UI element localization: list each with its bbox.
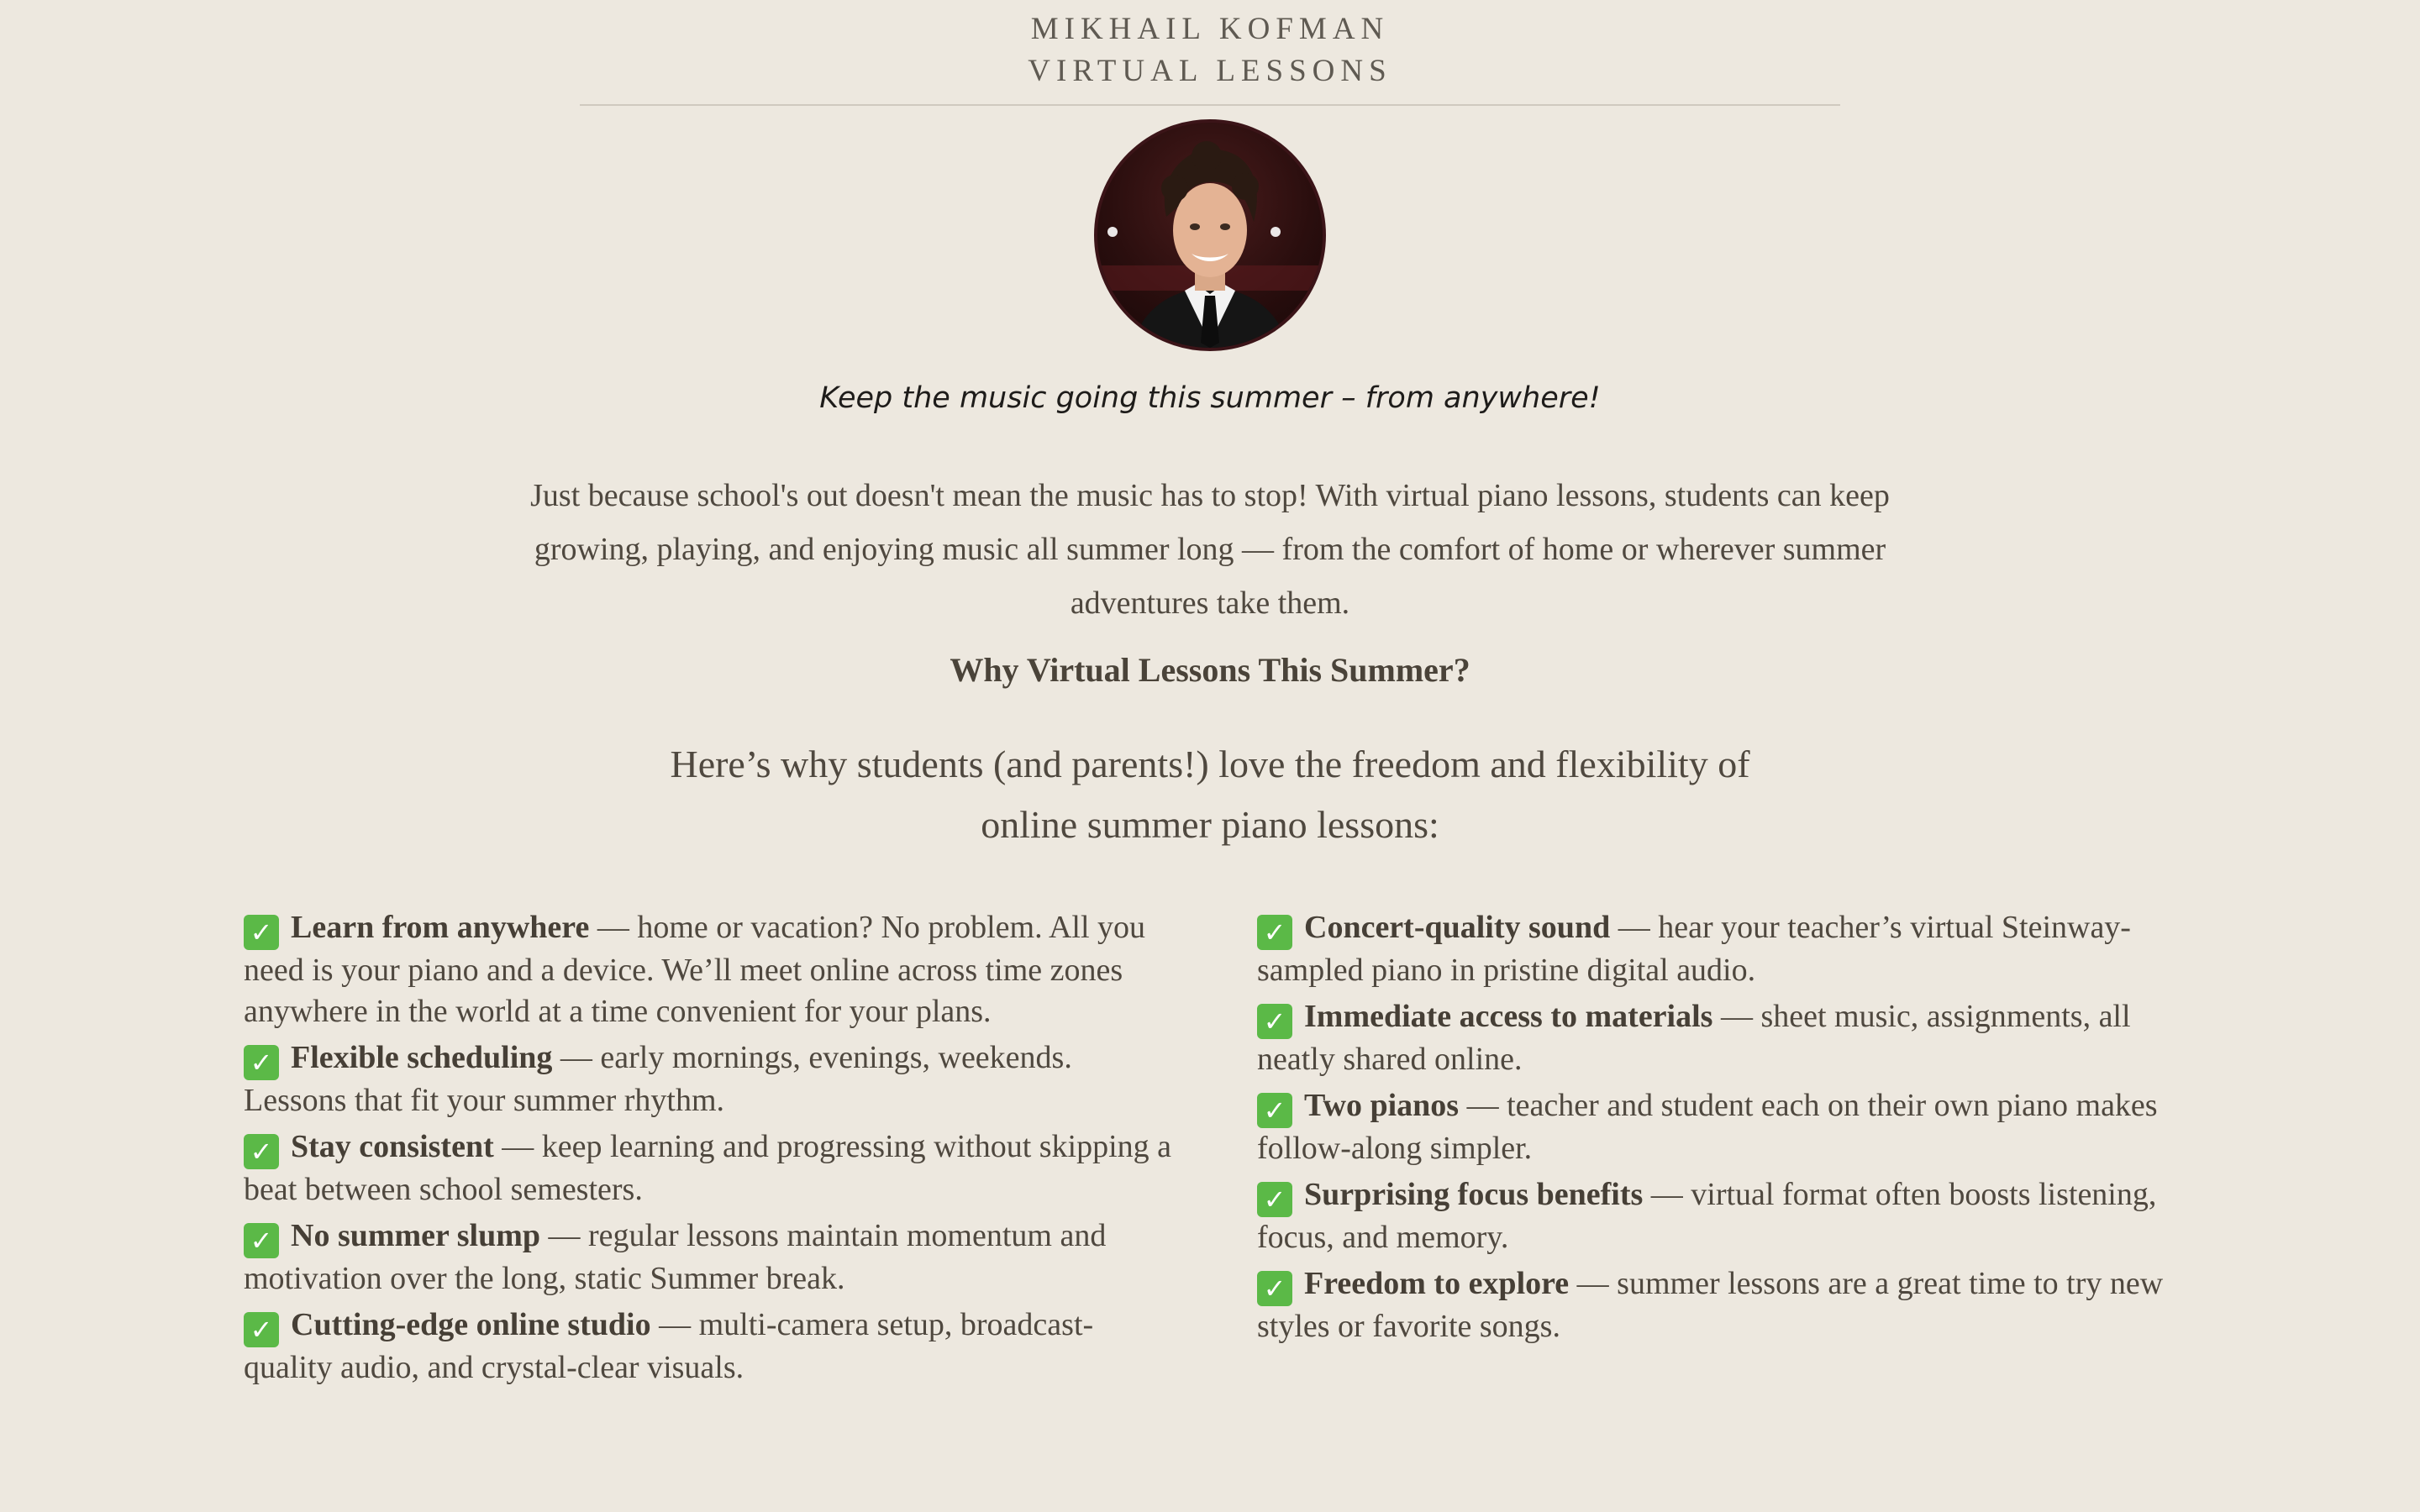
list-item (244, 1305, 1176, 1389)
check-mark-icon: ✓ (1257, 1093, 1292, 1128)
item-text: — early mornings, evenings, weekends. Lessons that fit your summer rhythm. (244, 1040, 1072, 1118)
benefits-list-right (1257, 907, 2181, 1352)
item-title: Stay consistent (291, 1129, 494, 1164)
list-item (1257, 1174, 2181, 1258)
benefits-list-left (244, 907, 1176, 1394)
item-title: Surprising focus benefits (1304, 1177, 1644, 1212)
site-title[interactable] (0, 8, 2420, 92)
list-item (1257, 907, 2181, 991)
portrait-image (1097, 123, 1323, 348)
section-subheading: Here’s why students (and parents!) love the freedom and flexibility of online summer piano lessons: (670, 743, 1750, 846)
list-item (244, 1215, 1176, 1299)
check-mark-icon: ✓ (244, 915, 279, 950)
item-text: — sheet music, assignments, all neatly shared online. (1257, 999, 2131, 1077)
list-item (244, 1037, 1176, 1121)
teacher-portrait-avatar (1094, 119, 1326, 351)
item-text: — summer lessons are a great time to try new styles or favorite songs. (1257, 1266, 2164, 1344)
header-divider (580, 104, 1840, 106)
item-text: — hear your teacher’s virtual Steinway-sampled piano in pristine digital audio. (1257, 910, 2131, 988)
item-title: Two pianos (1304, 1088, 1460, 1123)
intro-paragraph: Just because school's out doesn't mean the music has to stop! With virtual piano lessons, students can keep growing, playing, and enjoying music all summer long — from the comfort of home or wherever summer adventures take them. (530, 478, 1890, 621)
check-mark-icon: ✓ (1257, 1271, 1292, 1306)
item-text: — multi-camera setup, broadcast-quality audio, and crystal-clear visuals. (244, 1307, 1094, 1385)
item-title: Learn from anywhere (291, 910, 590, 945)
check-mark-icon: ✓ (244, 1134, 279, 1169)
item-title: Freedom to explore (1304, 1266, 1570, 1301)
item-title: No summer slump (291, 1218, 540, 1253)
site-title-line-2: VIRTUAL LESSONS (1028, 54, 1392, 88)
item-title: Cutting-edge online studio (291, 1307, 651, 1342)
item-text: — teacher and student each on their own piano makes follow-along simpler. (1257, 1088, 2158, 1166)
check-mark-icon: ✓ (1257, 1004, 1292, 1039)
item-text: — virtual format often boosts listening, focus, and memory. (1257, 1177, 2157, 1255)
list-item (244, 907, 1176, 1032)
list-item (1257, 1085, 2181, 1169)
check-mark-icon: ✓ (1257, 1182, 1292, 1217)
check-mark-icon: ✓ (244, 1045, 279, 1080)
item-text: — home or vacation? No problem. All you need is your piano and a device. We’ll meet online across time zones anywhere in the world at a time convenient for your plans. (244, 910, 1146, 1029)
item-title: Flexible scheduling (291, 1040, 553, 1075)
item-title: Concert-quality sound (1304, 910, 1611, 945)
item-text: — keep learning and progressing without skipping a beat between school semesters. (244, 1129, 1172, 1207)
item-text: — regular lessons maintain momentum and motivation over the long, static Summer break. (244, 1218, 1107, 1296)
site-title-line-1: MIKHAIL KOFMAN (1030, 12, 1390, 46)
list-item (1257, 996, 2181, 1080)
item-title: Immediate access to materials (1304, 999, 1713, 1034)
list-item (244, 1126, 1176, 1210)
check-mark-icon: ✓ (1257, 915, 1292, 950)
list-item (1257, 1263, 2181, 1347)
check-mark-icon: ✓ (244, 1223, 279, 1258)
tagline: Keep the music going this summer – from anywhere! (819, 381, 1601, 415)
check-mark-icon: ✓ (244, 1312, 279, 1347)
section-heading: Why Virtual Lessons This Summer? (950, 651, 1470, 689)
